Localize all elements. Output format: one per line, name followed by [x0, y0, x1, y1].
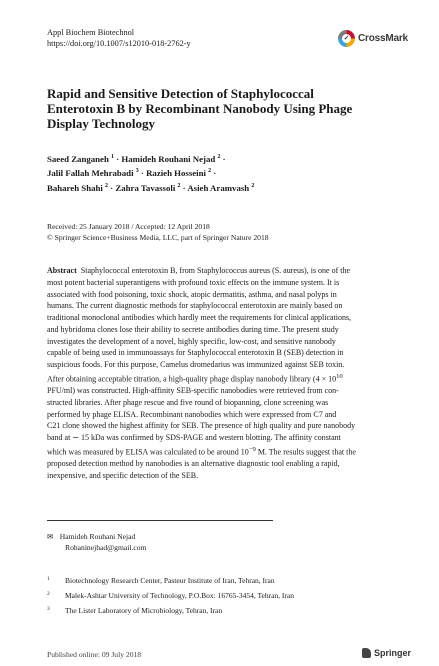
publisher-name: Springer: [374, 648, 412, 658]
received-accepted: Received: 25 January 2018 / Accepted: 12 April 2018: [47, 222, 210, 231]
article-dates: [47, 222, 269, 243]
abstract-line: most potent bacterial superantigens with profound toxic effects on the immune system. It is: [47, 277, 340, 287]
doi-link[interactable]: https://doi.org/10.1007/s12010-018-2762-y: [47, 39, 191, 48]
abstract-line: humans. The current diagnostic methods for staphylococcal enterotoxin are mainly based on: [47, 301, 343, 311]
journal-name: Appl Biochem Biotechnol: [47, 28, 135, 37]
affiliation-item: [47, 590, 294, 601]
copyright-notice: © Springer Science+Business Media, LLC, part of Springer Nature 2018: [47, 232, 269, 242]
abstract-line: which was measured by ELISA was calculated to be around $10^{-9}$ M. The results suggest that the: [47, 445, 356, 457]
author-list: [47, 151, 387, 194]
author-name[interactable]: Razieh Hosseini: [146, 168, 206, 179]
email-link[interactable]: Rohaninejhad@gmail.com: [65, 543, 147, 552]
exponent: 10: [336, 372, 343, 380]
abstract-line: After obtaining acceptable titration, a high-quality phage display nanobody library ($4 \times 10^{10}$: [47, 372, 343, 384]
affiliation-item: [47, 605, 294, 616]
author-name[interactable]: Zahra Tavassoli: [115, 182, 176, 193]
abstract-line: inexpensive, and specific detection of the SEB.: [47, 471, 199, 481]
springer-logo: [362, 648, 411, 658]
author-name[interactable]: Saeed Zanganeh: [47, 153, 109, 164]
abstract-line: PFU/ml) was constructed. High-affinity SEB-specific nanobodies were retrieved from con-: [47, 386, 339, 396]
corresponding-author: Hamideh Rouhani Nejad: [59, 532, 136, 541]
abstract-line: performed by phage ELISA. Recombinant nanobodies which were expressed from C7 and: [47, 409, 337, 419]
affiliation-text: Biotechnology Research Center, Pasteur Institute of Iran, Tehran, Iran: [65, 576, 275, 585]
author-name[interactable]: Bahareh Shahi: [47, 182, 103, 193]
abstract: [47, 265, 392, 482]
affiliation-ref: 1: [111, 154, 115, 160]
crossmark-label: CrossMark: [358, 33, 408, 44]
affiliation-ref: 2: [105, 182, 109, 189]
paper-title: Rapid and Sensitive Detection of Staphylococcal Enterotoxin B by Recombinant Nanobody Using Phage Display Technology: [47, 86, 353, 131]
affiliation-number: 2: [47, 591, 50, 597]
author-name[interactable]: Hamideh Rouhani Nejad: [121, 153, 216, 164]
author-line: Jalil Fallah Mehrabadi $^3$ · Razieh Hosseini $^2$ ·: [47, 168, 217, 179]
correspondence: [47, 531, 146, 553]
abstract-line: proposed detection method by nanobodies is an alternative diagnostic tool enabling a rapid,: [47, 459, 340, 469]
affiliation-ref: 3: [135, 168, 139, 175]
affiliation-text: Malek-Ashtar University of Technology, P.O.Box: 16765-3454, Tehran, Iran: [65, 591, 294, 600]
affiliation-number: 1: [47, 576, 50, 582]
abstract-label: Abstract: [47, 266, 77, 275]
abstract-line: Abstract Staphylococcal enterotoxin B, from Staphylococcus aureus (S. aureus), is one of the: [47, 266, 351, 275]
abstract-line: C21 clone showed the highest affinity for SEB. The presence of high quality and pure nanobody: [47, 421, 356, 431]
footnote-divider: [47, 520, 273, 521]
abstract-line: suspicious foods. For this purpose, Camelus dromedarius was immunized against SEB toxin.: [47, 360, 345, 369]
author-line: Bahareh Shahi $^2$ · Zahra Tavassoli $^2$ · Asieh Aramvash $^2$: [47, 182, 255, 193]
affiliation-text: The Lister Laboratory of Microbiology, Tehran, Iran: [65, 606, 223, 615]
abstract-line: investigates the development of a novel, highly specific, low-cost, and sensitive nanobody: [47, 336, 336, 346]
affiliation-item: [47, 575, 294, 586]
crossmark-badge[interactable]: [338, 30, 408, 47]
affiliation-ref: 2: [217, 154, 221, 160]
author-line: Saeed Zanganeh $^1$ · Hamideh Rouhani Nejad $^2$ ·: [47, 153, 226, 164]
abstract-line: capable of being used in immunoassays for Staphylococcal enterotoxin B (SEB) detection in: [47, 348, 344, 358]
envelope-icon: ✉: [47, 532, 54, 541]
author-name[interactable]: Jalil Fallah Mehrabadi: [47, 168, 134, 179]
published-online: Published online: 09 July 2018: [47, 650, 142, 659]
affiliation-ref: 2: [177, 182, 181, 189]
abstract-line: structed libraries. After phage rescue and five round of biopanning, clone screening was: [47, 397, 329, 407]
exponent: −9: [248, 445, 256, 453]
author-name[interactable]: Asieh Aramvash: [187, 182, 250, 193]
affiliations: [47, 575, 294, 620]
running-header: [47, 27, 191, 49]
springer-horse-icon: [362, 648, 371, 658]
affiliation-number: 3: [47, 606, 50, 612]
affiliation-ref: 2: [251, 182, 255, 189]
crossmark-icon: ✓: [338, 30, 355, 47]
abstract-line: associated with food poisoning, toxic shock, atopic dermatitis, asthma, and nasal polyps in: [47, 289, 337, 299]
abstract-line: band at ∼ 15 kDa was confirmed by SDS-PAGE and western blotting. The affinity constant: [47, 433, 341, 443]
abstract-line: and hybridoma clones lose their ability to secrete antibodies during time. The present study: [47, 324, 339, 334]
affiliation-ref: 2: [208, 168, 212, 175]
abstract-line: traditional monoclonal antibodies which hardly meet the requirements for clinical applications,: [47, 313, 352, 322]
